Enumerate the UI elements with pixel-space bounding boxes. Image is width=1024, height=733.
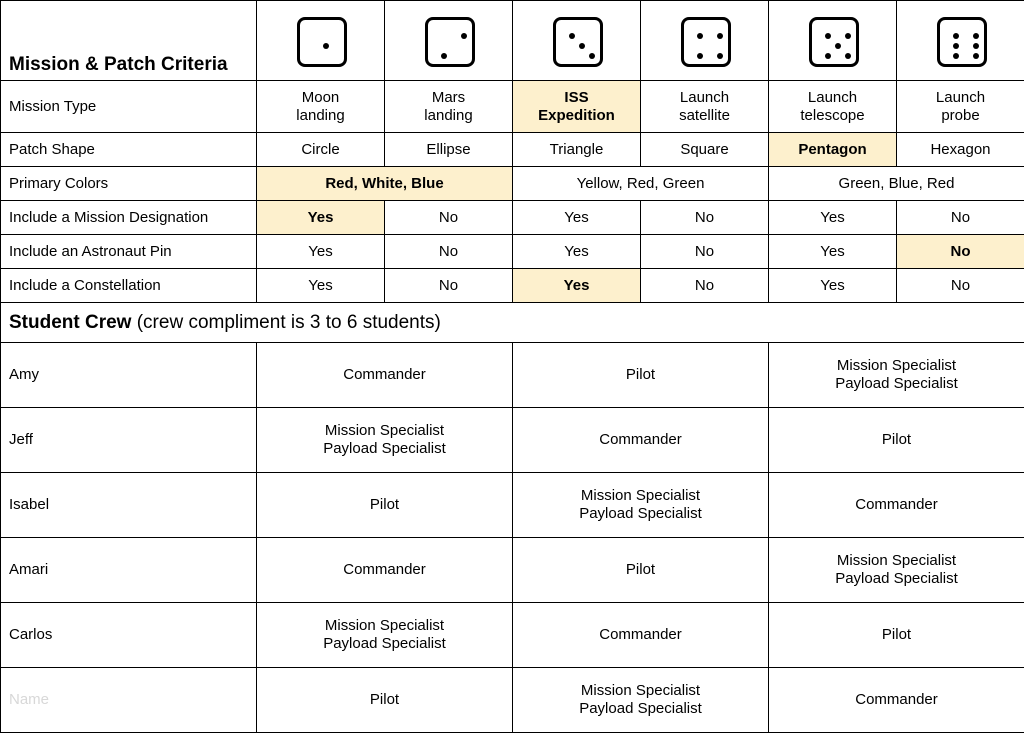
- crew-row: [1, 408, 1024, 473]
- crew-row: [1, 538, 1024, 603]
- criteria-cell: Ellipse: [385, 133, 513, 167]
- die-column-header: [641, 1, 769, 81]
- crew-role-cell: Pilot: [769, 603, 1024, 668]
- criteria-row: [1, 133, 1024, 167]
- criteria-cell: Hexagon: [897, 133, 1024, 167]
- crew-heading-row: [1, 303, 1024, 343]
- crew-role-cell: Pilot: [513, 538, 769, 603]
- crew-role-cell: Commander: [769, 668, 1024, 733]
- crew-name: Amari: [1, 538, 257, 603]
- die-face-3-icon: [552, 16, 602, 66]
- criteria-row: [1, 269, 1024, 303]
- crew-role-cell: Commander: [257, 538, 513, 603]
- criteria-cell: No: [641, 201, 769, 235]
- criteria-cell: Launch satellite: [641, 81, 769, 133]
- die-column-header: [897, 1, 1024, 81]
- criteria-cell-highlighted: Yes: [257, 201, 385, 235]
- criteria-label: Primary Colors: [1, 167, 257, 201]
- crew-role-cell: Mission Specialist Payload Specialist: [769, 538, 1024, 603]
- criteria-row: [1, 81, 1024, 133]
- crew-role-cell: Mission Specialist Payload Specialist: [257, 603, 513, 668]
- crew-role-cell: Mission Specialist Payload Specialist: [769, 343, 1024, 408]
- crew-role-cell: Commander: [769, 473, 1024, 538]
- criteria-cell: Yellow, Red, Green: [513, 167, 769, 201]
- criteria-cell-highlighted: ISS Expedition: [513, 81, 641, 133]
- die-face-2-icon: [424, 16, 474, 66]
- die-face-5-icon: [808, 16, 858, 66]
- criteria-label: Mission Type: [1, 81, 257, 133]
- criteria-cell: Yes: [769, 235, 897, 269]
- criteria-cell: Yes: [257, 235, 385, 269]
- criteria-cell: Yes: [769, 269, 897, 303]
- crew-role-cell: Commander: [513, 408, 769, 473]
- criteria-cell-highlighted: Yes: [513, 269, 641, 303]
- crew-role-cell: Commander: [513, 603, 769, 668]
- criteria-row: [1, 167, 1024, 201]
- criteria-cell: No: [641, 235, 769, 269]
- criteria-cell-highlighted: Pentagon: [769, 133, 897, 167]
- crew-heading: [1, 303, 1024, 343]
- criteria-label: Include a Constellation: [1, 269, 257, 303]
- dice-header-row: [1, 1, 1024, 81]
- crew-role-cell: Commander: [257, 343, 513, 408]
- criteria-cell: No: [897, 269, 1024, 303]
- criteria-cell: No: [385, 269, 513, 303]
- die-face-1-icon: [296, 16, 346, 66]
- criteria-label: Patch Shape: [1, 133, 257, 167]
- criteria-cell: Mars landing: [385, 81, 513, 133]
- criteria-cell: Launch probe: [897, 81, 1024, 133]
- crew-name: Jeff: [1, 408, 257, 473]
- die-column-header: [513, 1, 641, 81]
- crew-name: Carlos: [1, 603, 257, 668]
- criteria-row: [1, 235, 1024, 269]
- crew-role-cell: Pilot: [513, 343, 769, 408]
- crew-role-cell: Pilot: [257, 668, 513, 733]
- criteria-row: [1, 201, 1024, 235]
- criteria-cell: Green, Blue, Red: [769, 167, 1024, 201]
- criteria-cell: Triangle: [513, 133, 641, 167]
- criteria-cell: Launch telescope: [769, 81, 897, 133]
- criteria-cell: Square: [641, 133, 769, 167]
- criteria-cell: Yes: [513, 235, 641, 269]
- crew-name: Amy: [1, 343, 257, 408]
- crew-heading-note: (crew compliment is 3 to 6 students): [131, 312, 440, 333]
- criteria-cell: No: [897, 201, 1024, 235]
- crew-role-cell: Mission Specialist Payload Specialist: [513, 473, 769, 538]
- die-column-header: [769, 1, 897, 81]
- criteria-cell: No: [385, 235, 513, 269]
- die-column-header: [385, 1, 513, 81]
- crew-row: [1, 668, 1024, 733]
- crew-role-cell: Pilot: [257, 473, 513, 538]
- criteria-cell: Moon landing: [257, 81, 385, 133]
- crew-role-cell: Mission Specialist Payload Specialist: [257, 408, 513, 473]
- criteria-label: Include a Mission Designation: [1, 201, 257, 235]
- criteria-cell: No: [385, 201, 513, 235]
- crew-row: [1, 473, 1024, 538]
- crew-row: [1, 343, 1024, 408]
- criteria-cell-highlighted: Red, White, Blue: [257, 167, 513, 201]
- criteria-cell: Circle: [257, 133, 385, 167]
- crew-heading-bold: Student Crew: [9, 312, 131, 333]
- crew-role-cell: Mission Specialist Payload Specialist: [513, 668, 769, 733]
- crew-role-cell: Pilot: [769, 408, 1024, 473]
- criteria-cell: Yes: [257, 269, 385, 303]
- crew-name-placeholder[interactable]: Name: [1, 668, 257, 733]
- criteria-label: Include an Astronaut Pin: [1, 235, 257, 269]
- criteria-cell-highlighted: No: [897, 235, 1024, 269]
- criteria-cell: No: [641, 269, 769, 303]
- die-face-4-icon: [680, 16, 730, 66]
- page-title: Mission & Patch Criteria: [1, 1, 257, 81]
- die-face-6-icon: [936, 16, 986, 66]
- crew-name: Isabel: [1, 473, 257, 538]
- die-column-header: [257, 1, 385, 81]
- crew-row: [1, 603, 1024, 668]
- criteria-cell: Yes: [513, 201, 641, 235]
- criteria-cell: Yes: [769, 201, 897, 235]
